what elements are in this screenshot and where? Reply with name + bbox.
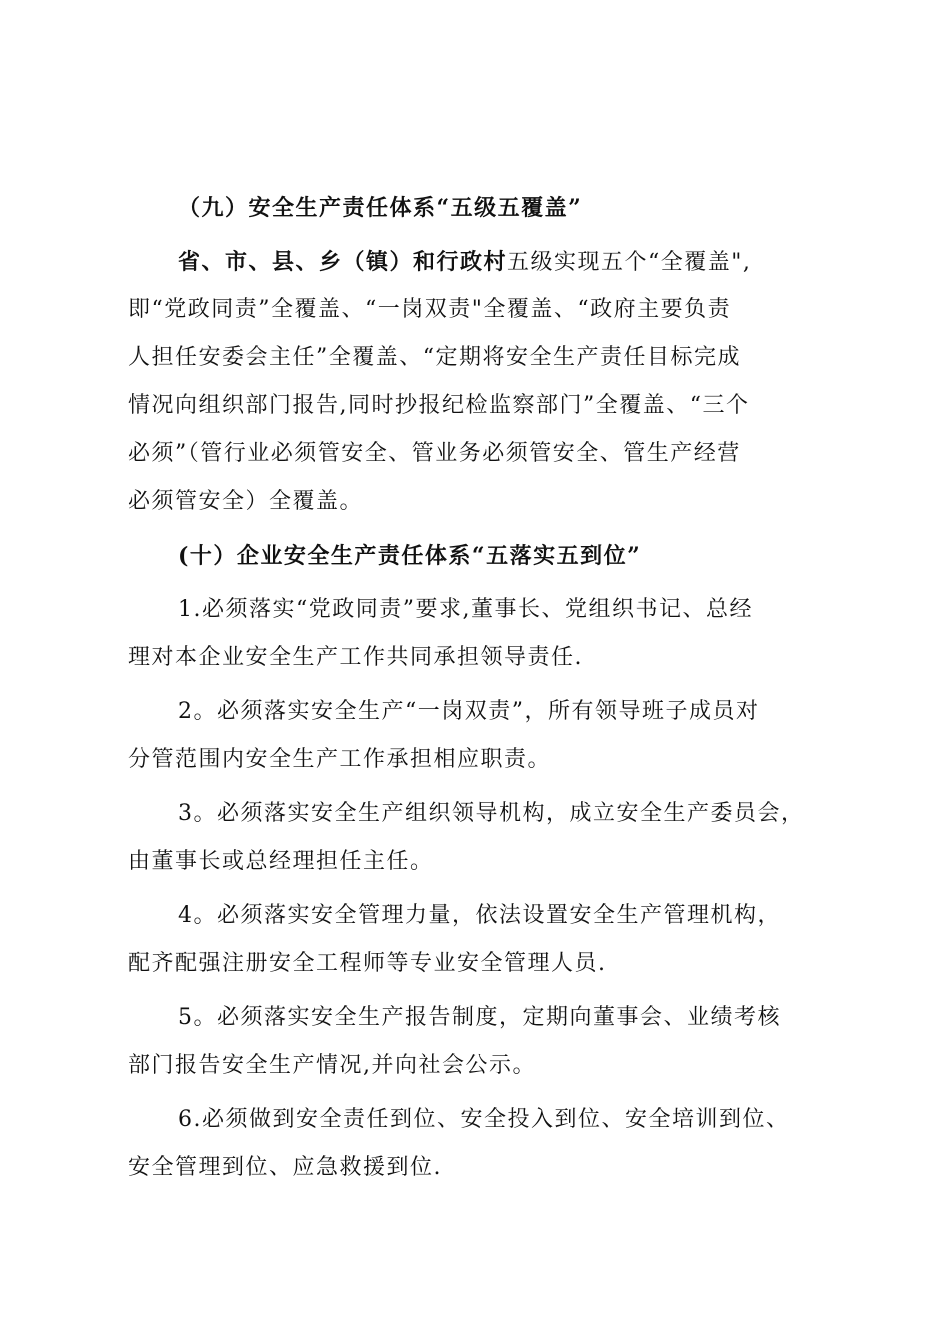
- section-9-paragraph-line: 人担任安委会主任”全覆盖、“定期将安全生产责任目标完成: [128, 345, 741, 370]
- list-item-4-line-2: 配齐配强注册安全工程师等专业安全管理人员.: [128, 951, 607, 976]
- section-9-paragraph-line: 必须管安全）全覆盖。: [128, 489, 364, 514]
- list-item-1-line-2: 理对本企业安全生产工作共同承担领导责任.: [128, 645, 583, 670]
- section-9-heading: （九）安全生产责任体系“五级五覆盖”: [178, 195, 583, 221]
- section-9-paragraph-line: 情况向组织部门报告,同时抄报纪检监察部门”全覆盖、“三个: [128, 393, 750, 418]
- list-item-3-line-2: 由董事长或总经理担任主任。: [128, 849, 434, 874]
- document-body: [128, 184, 848, 1192]
- list-item-5-line-2: 部门报告安全生产情况,并向社会公示。: [128, 1053, 536, 1078]
- list-item-6-line-2: 安全管理到位、应急救援到位.: [128, 1155, 442, 1180]
- section-9-paragraph-line: 必须”（管行业必须管安全、管业务必须管安全、管生产经营: [128, 441, 741, 466]
- section-9-bold-lead: 省、市、县、乡（镇）和行政村: [178, 249, 508, 275]
- section-9-paragraph-line: 即“党政同责”全覆盖、“一岗双责"全覆盖、“政府主要负责: [128, 297, 732, 322]
- list-item-2-line-2: 分管范围内安全生产工作承担相应职责。: [128, 747, 552, 772]
- list-item-3-line-1: 3。必须落实安全生产组织领导机构，成立安全生产委员会，: [178, 801, 805, 826]
- section-10-heading: (十）企业安全生产责任体系“五落实五到位”: [178, 543, 642, 569]
- list-item-4-line-1: 4。必须落实安全管理力量，依法设置安全生产管理机构，: [178, 903, 781, 928]
- list-item-1-line-1: 1.必须落实“党政同责”要求,董事长、党组织书记、总经: [178, 597, 753, 622]
- list-item-5-line-1: 5。必须落实安全生产报告制度，定期向董事会、业绩考核: [178, 1005, 781, 1030]
- list-item-2-line-1: 2。必须落实安全生产“一岗双责”，所有领导班子成员对: [178, 699, 760, 724]
- section-9-paragraph-line: [128, 238, 848, 286]
- section-9-text: 五级实现五个“全覆盖",: [507, 250, 752, 275]
- list-item-6-line-1: 6.必须做到安全责任到位、安全投入到位、安全培训到位、: [178, 1107, 790, 1132]
